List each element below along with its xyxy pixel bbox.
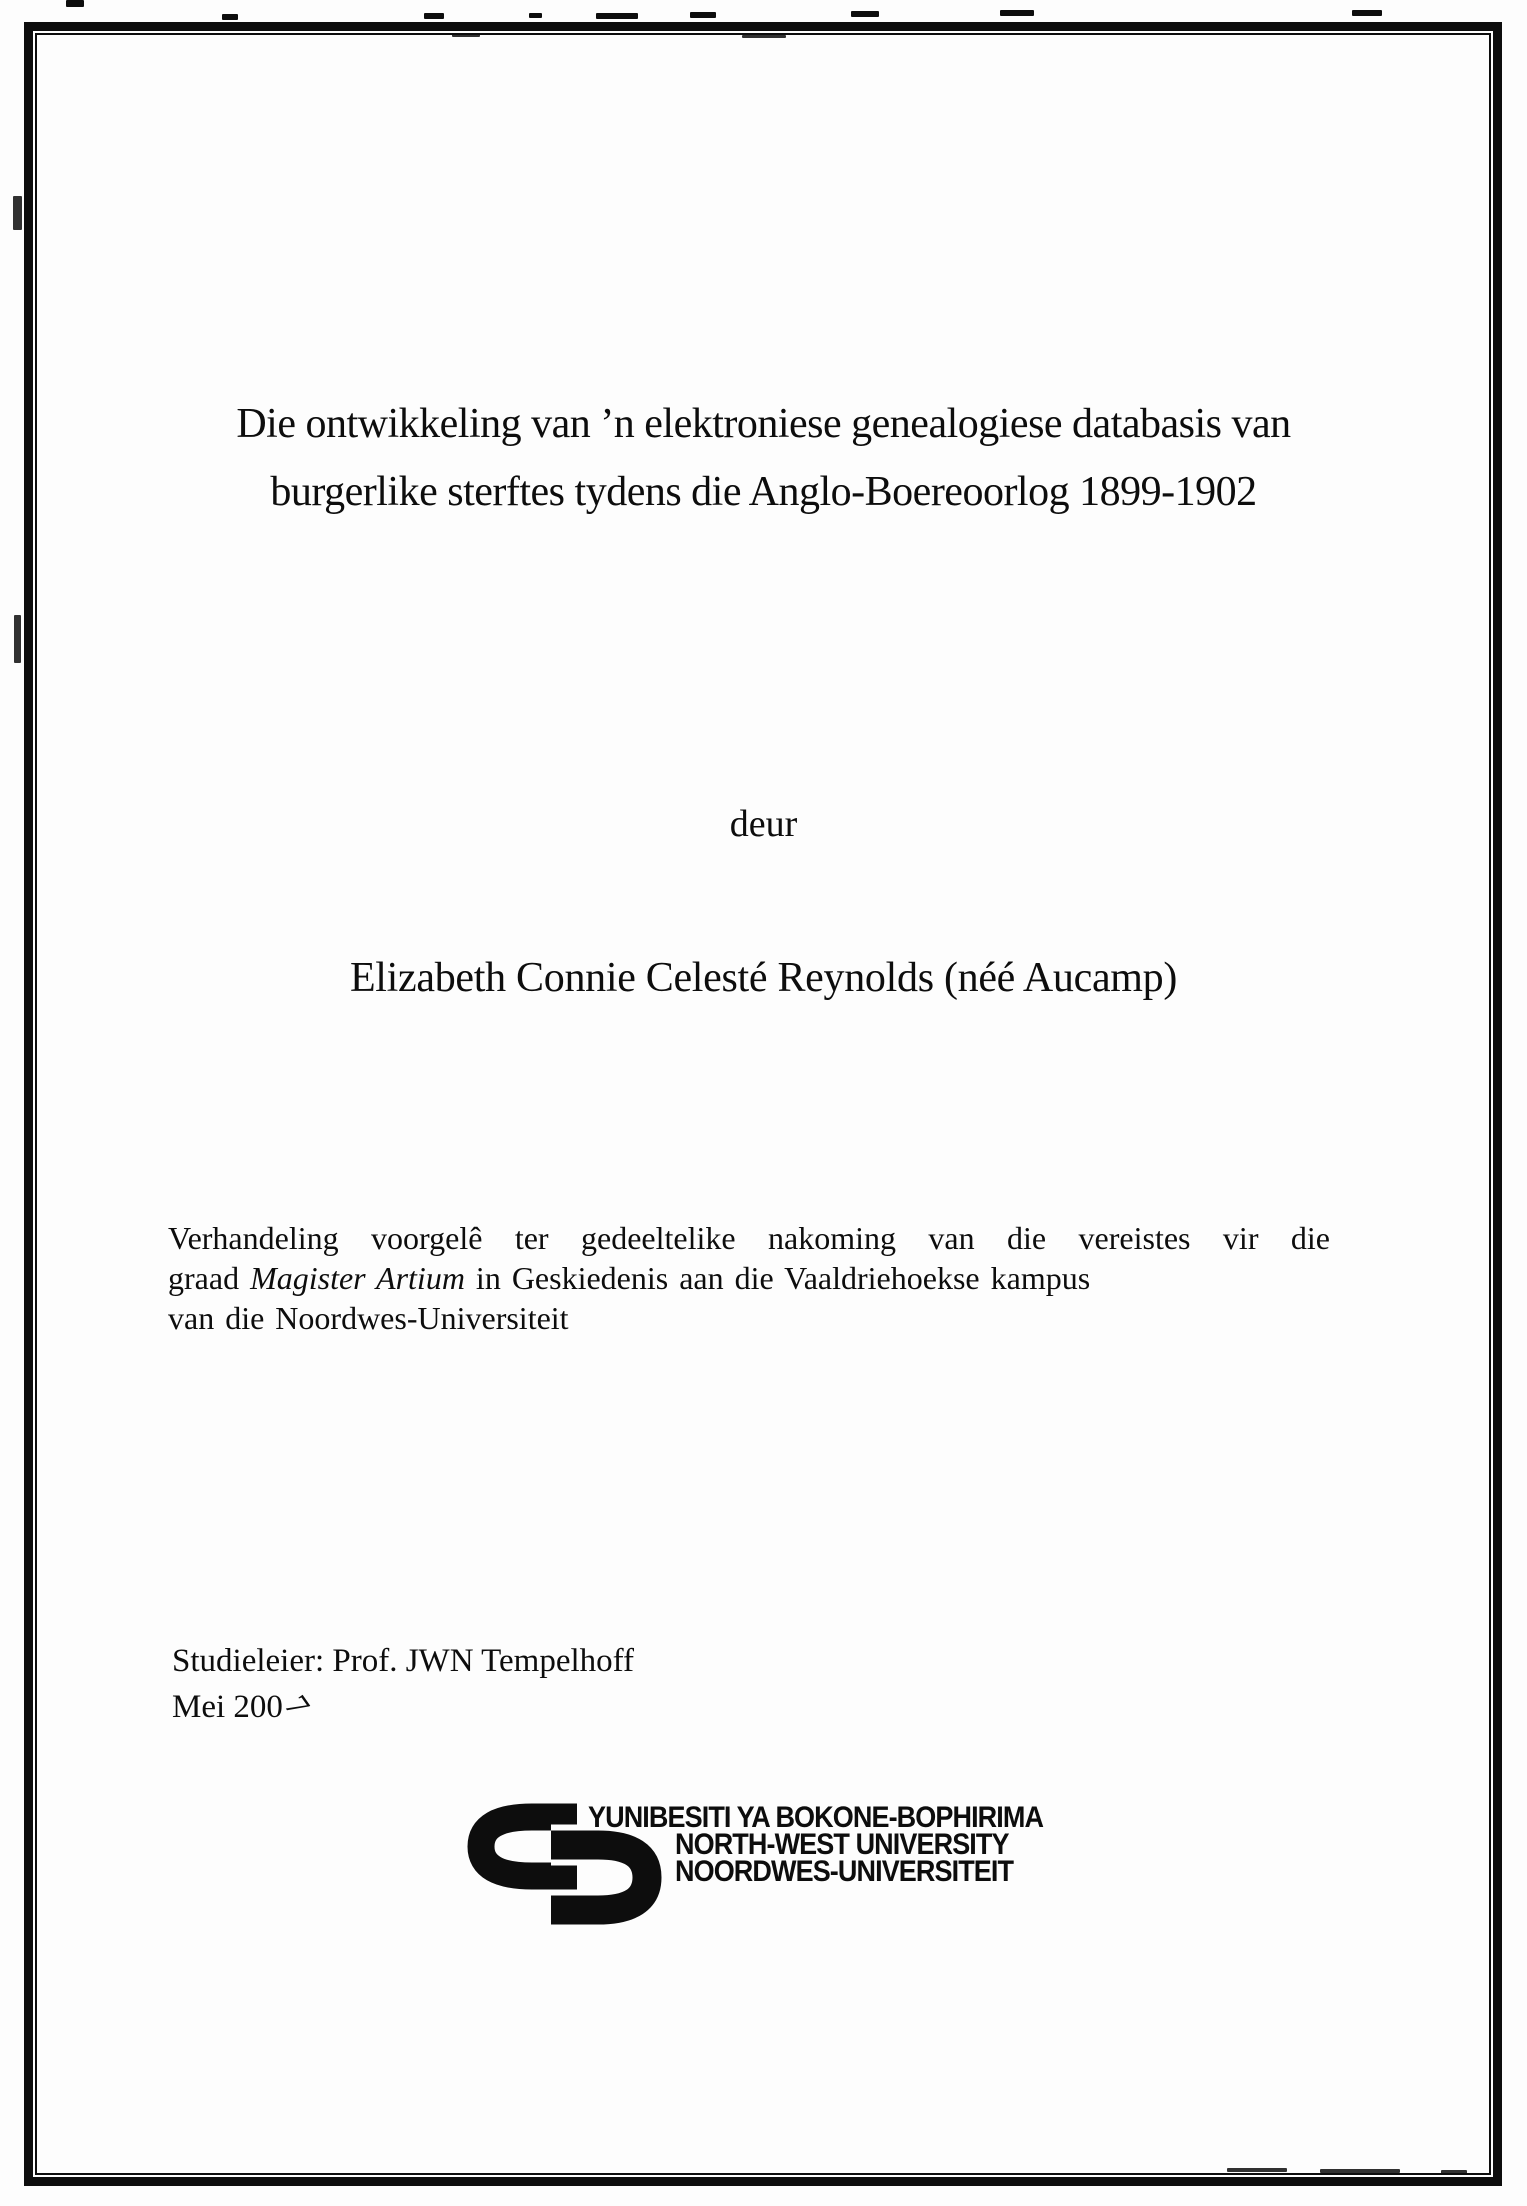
scan-artifact bbox=[1441, 2170, 1467, 2174]
scan-artifact bbox=[66, 0, 84, 7]
thesis-title-line-1: Die ontwikkeling van ’n elektroniese genealogiese databasis van bbox=[236, 401, 1291, 447]
author-name: Elizabeth Connie Celesté Reynolds (néé Aucamp) bbox=[349, 955, 1178, 1001]
scan-artifact bbox=[14, 615, 21, 663]
byline-label: deur bbox=[729, 803, 798, 845]
logo-text-english: NORTH-WEST UNIVERSITY bbox=[675, 1828, 1009, 1861]
supervisor-block bbox=[172, 1638, 634, 1730]
scan-artifact bbox=[1352, 10, 1382, 16]
thesis-title-line-2: burgerlike sterftes tydens die Anglo-Boereoorlog 1899-1902 bbox=[270, 469, 1257, 515]
date-prefix: Mei 200 bbox=[172, 1689, 283, 1725]
degree-name: Magister Artium bbox=[250, 1260, 465, 1296]
submission-line-2 bbox=[168, 1258, 1330, 1298]
scan-artifact bbox=[1320, 2169, 1400, 2173]
scan-artifact bbox=[742, 35, 786, 38]
scan-artifact bbox=[596, 13, 638, 19]
scan-artifact bbox=[529, 13, 542, 18]
scan-artifact bbox=[13, 196, 22, 230]
logo-text-setswana: YUNIBESITI YA BOKONE-BOPHIRIMA bbox=[588, 1801, 1044, 1834]
submission-line-2-post: in Geskiedenis aan die Vaaldriehoekse kampus bbox=[464, 1260, 1091, 1296]
scan-artifact bbox=[1227, 2168, 1287, 2172]
date-line bbox=[172, 1684, 634, 1730]
submission-line-1: Verhandeling voorgelê ter gedeeltelike nakoming van die vereistes vir die bbox=[168, 1220, 1330, 1256]
supervisor-line: Studieleier: Prof. JWN Tempelhoff bbox=[172, 1643, 635, 1679]
scan-artifact bbox=[690, 12, 716, 18]
scan-artifact bbox=[424, 13, 444, 19]
scan-artifact bbox=[222, 14, 238, 20]
scan-artifact bbox=[1000, 10, 1034, 16]
scan-artifact bbox=[452, 34, 480, 37]
date-last-digit: 7 bbox=[276, 1689, 316, 1724]
submission-statement bbox=[168, 1218, 1330, 1338]
scan-artifact bbox=[851, 11, 879, 17]
logo-text-afrikaans: NOORDWES-UNIVERSITEIT bbox=[675, 1855, 1014, 1888]
submission-line-3: van die Noordwes-Universiteit bbox=[168, 1300, 569, 1336]
submission-line-2-pre: graad bbox=[168, 1260, 251, 1296]
